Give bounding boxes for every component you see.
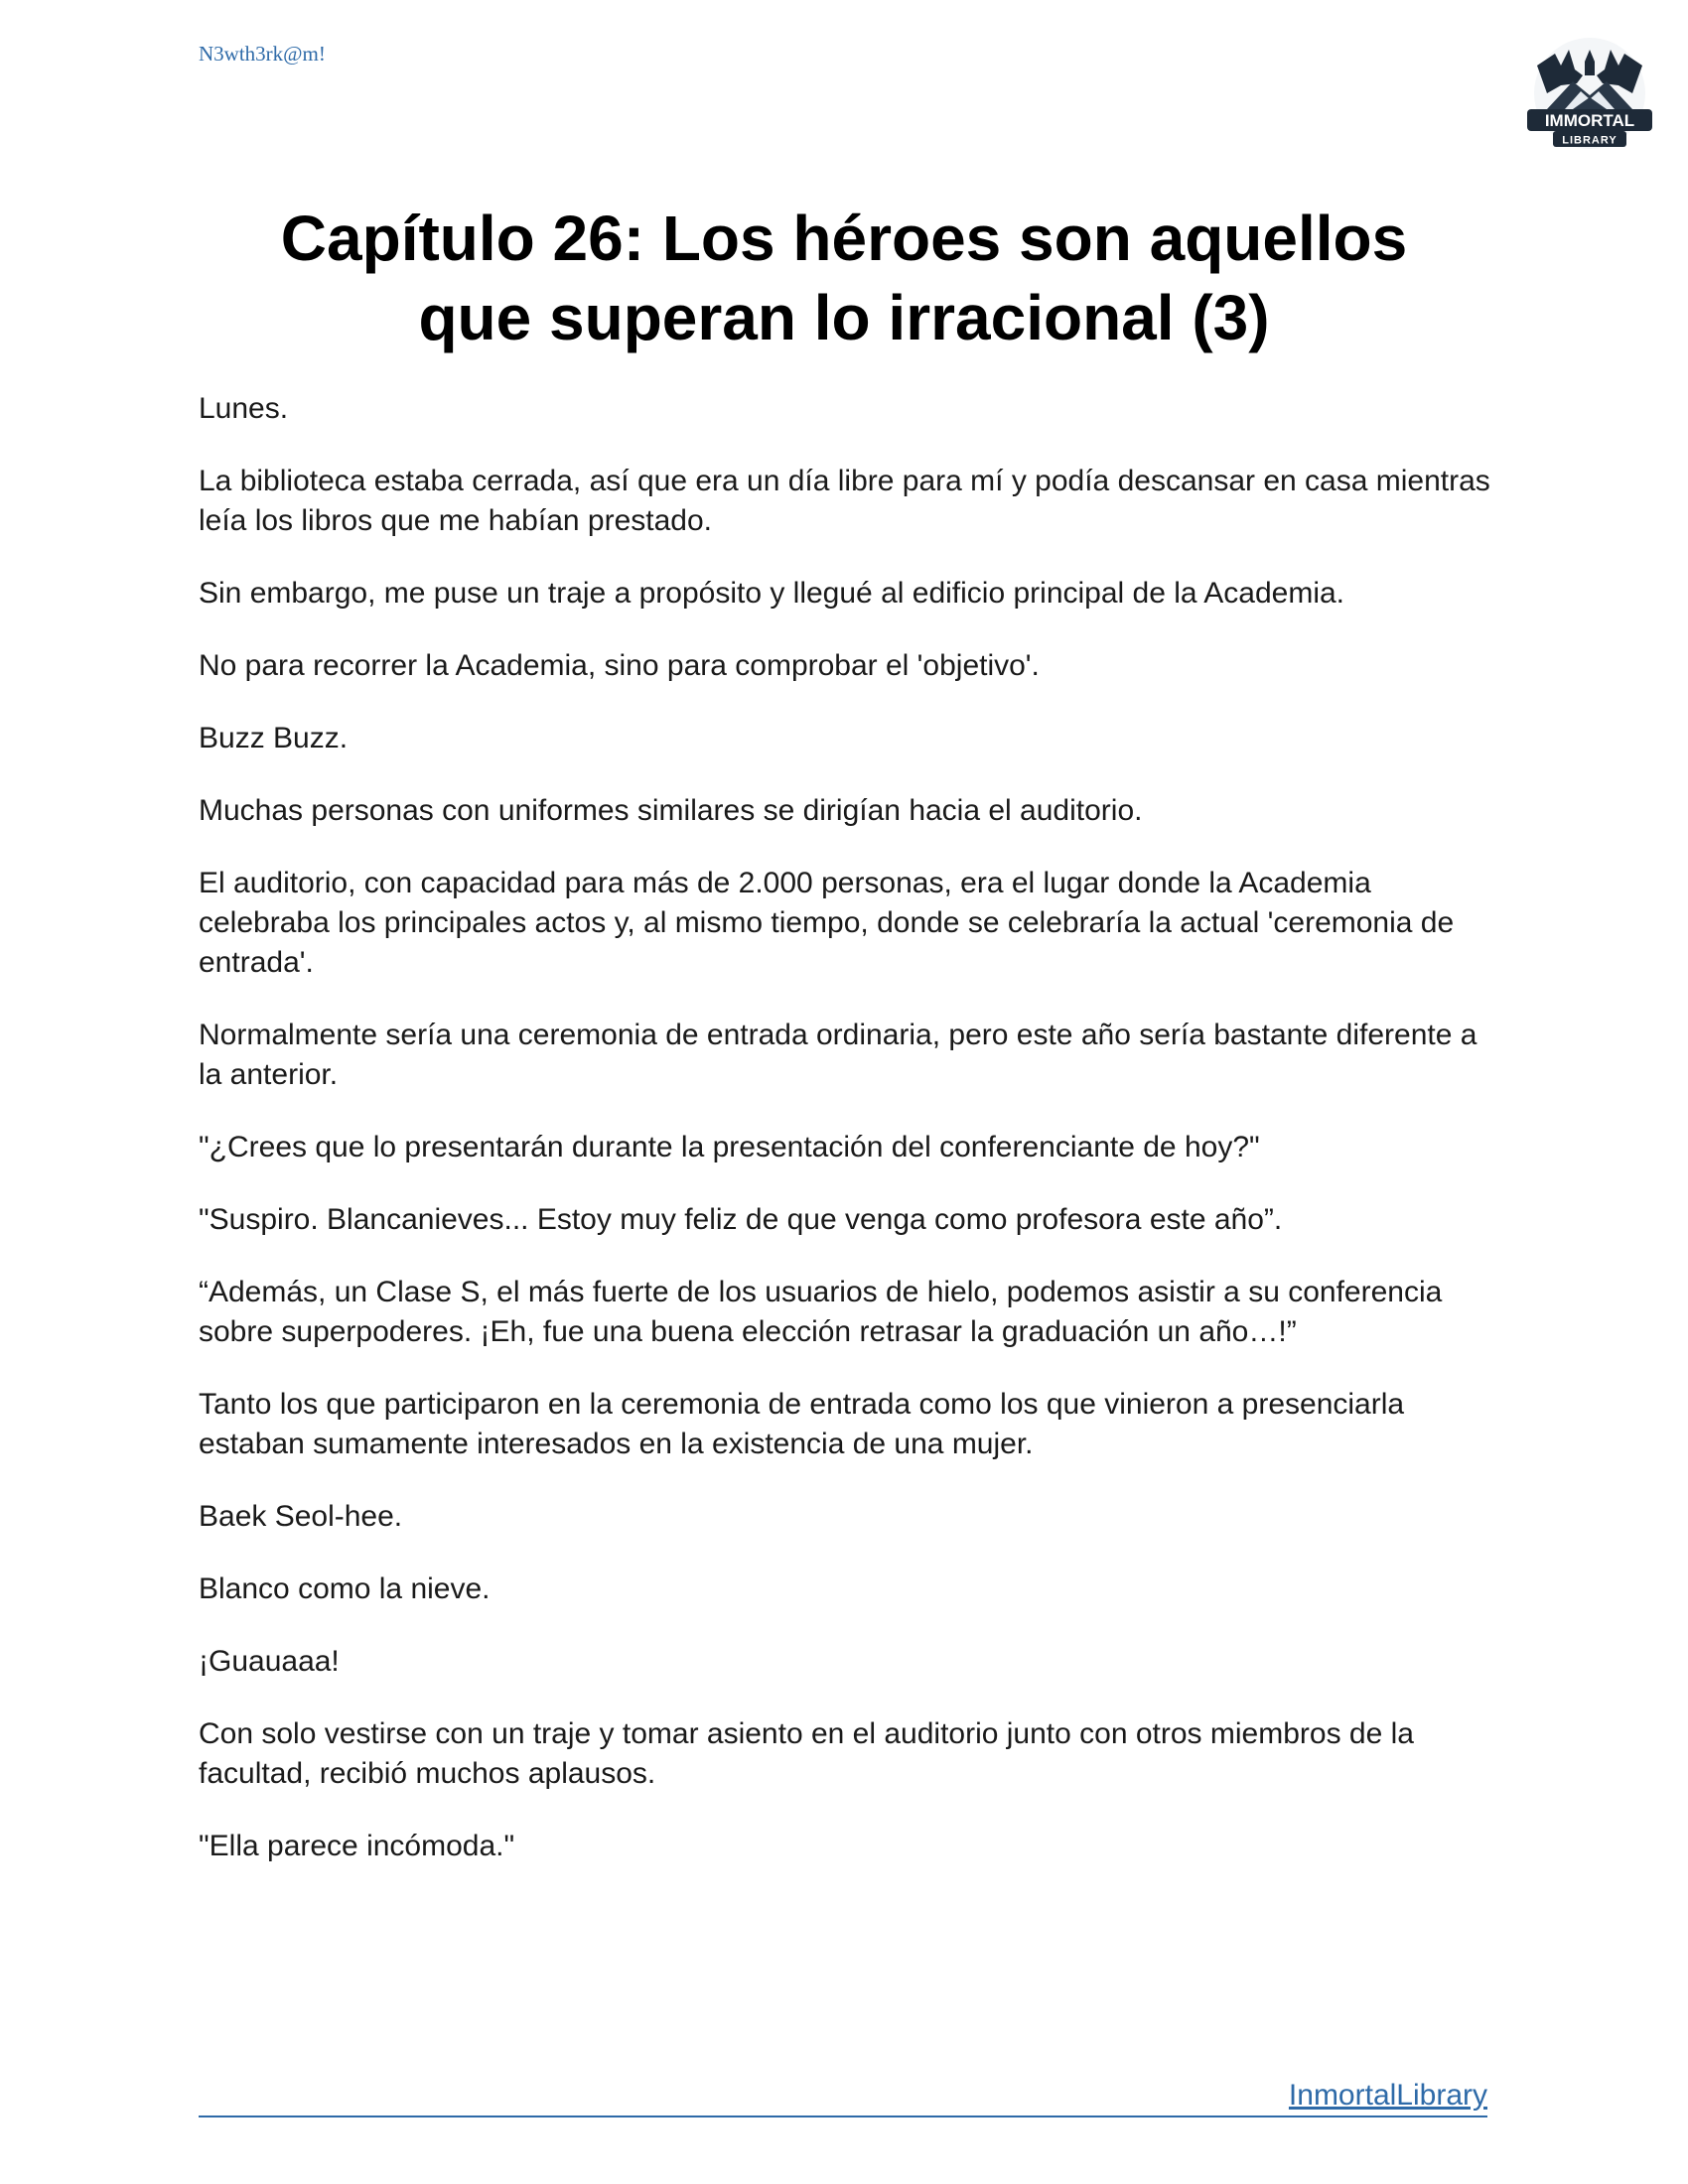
watermark-text: N3wth3rk@m! — [199, 42, 326, 66]
paragraph: ¡Guauaaa! — [199, 1645, 340, 1678]
paragraph: "Ella parece incómoda." — [199, 1830, 515, 1862]
chapter-body — [199, 389, 1499, 1899]
paragraph: Normalmente sería una ceremonia de entrada ordinaria, pero este año sería bastante diferente a la anterior. — [199, 1019, 1477, 1091]
paragraph: Muchas personas con uniformes similares se dirigían hacia el auditorio. — [199, 794, 1143, 827]
paragraph: Lunes. — [199, 392, 289, 425]
chapter-title-line-1: Capítulo 26: Los héroes son aquellos — [280, 203, 1408, 274]
paragraph: “Además, un Clase S, el más fuerte de los usuarios de hielo, podemos asistir a su conferencia sobre superpoderes. ¡Eh, fue una buena elección retrasar la graduación un año…!” — [199, 1276, 1443, 1348]
paragraph: Sin embargo, me puse un traje a propósito y llegué al edificio principal de la Academia. — [199, 577, 1345, 610]
paragraph: La biblioteca estaba cerrada, así que era un día libre para mí y podía descansar en casa mientras leía los libros que me habían prestado. — [199, 465, 1490, 537]
paragraph: No para recorrer la Academia, sino para comprobar el 'objetivo'. — [199, 649, 1040, 682]
footer-divider — [199, 2116, 1487, 2117]
logo-text-line1: IMMORTAL — [1544, 111, 1635, 130]
paragraph: "¿Crees que lo presentarán durante la presentación del conferenciante de hoy?" — [199, 1131, 1260, 1163]
paragraph: El auditorio, con capacidad para más de 2.000 personas, era el lugar donde la Academia celebraba los principales actos y, al mismo tiempo, donde se celebraría la actual 'ceremonia de entrada'. — [199, 867, 1455, 979]
paragraph: Blanco como la nieve. — [199, 1572, 491, 1605]
paragraph: Buzz Buzz. — [199, 722, 349, 754]
paragraph: Tanto los que participaron en la ceremonia de entrada como los que vinieron a presenciarla estaban sumamente interesados en la existencia de una mujer. — [199, 1388, 1405, 1460]
paragraph: Baek Seol-hee. — [199, 1500, 403, 1533]
paragraph: "Suspiro. Blancanieves... Estoy muy feliz de que venga como profesora este año”. — [199, 1203, 1283, 1236]
immortal-library-logo-icon — [1517, 36, 1662, 159]
chapter-title — [199, 199, 1489, 357]
logo-text-line2: LIBRARY — [1562, 134, 1618, 147]
footer-link[interactable]: InmortalLibrary — [1288, 2079, 1487, 2112]
chapter-title-line-2: que superan lo irracional (3) — [418, 282, 1270, 353]
paragraph: Con solo vestirse con un traje y tomar asiento en el auditorio junto con otros miembros de la facultad, recibió muchos aplausos. — [199, 1717, 1414, 1790]
